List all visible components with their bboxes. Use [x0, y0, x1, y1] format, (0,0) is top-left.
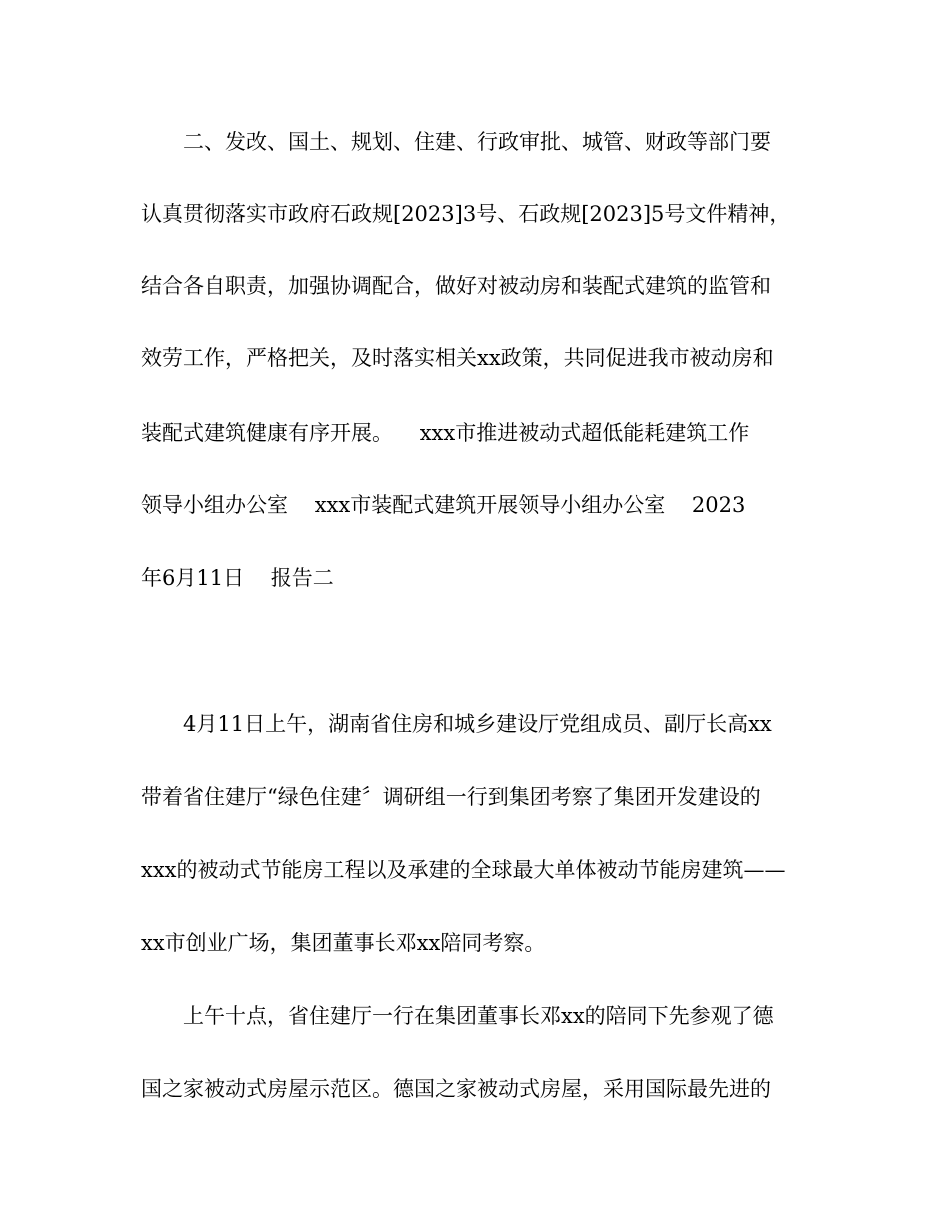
paragraph-2-line-2: 带着省住建厅“绿色住建〞调研组一行到集团考察了集团开发建设的	[141, 785, 761, 809]
paragraph-2-line-4: xx市创业广场，集团董事长邓xx陪同考察。	[141, 931, 546, 955]
paragraph-1-line-1: 二、发改、国土、规划、住建、行政审批、城管、财政等部门要	[183, 130, 771, 154]
paragraph-1-line-2: 认真贯彻落实市政府石政规[2023]3号、石政规[2023]5号文件精神，	[141, 202, 791, 226]
paragraph-1-line-6: 领导小组办公室 xxx市装配式建筑开展领导小组办公室 2023	[141, 493, 746, 517]
paragraph-1-line-5: 装配式建筑健康有序开展。 xxx市推进被动式超低能耗建筑工作	[141, 421, 750, 445]
paragraph-3-line-2: 国之家被动式房屋示范区。德国之家被动式房屋，采用国际最先进的	[141, 1077, 771, 1101]
paragraph-1-line-3: 结合各自职责，加强协调配合，做好对被动房和装配式建筑的监管和	[141, 274, 771, 298]
paragraph-1-line-4: 效劳工作，严格把关，及时落实相关xx政策，共同促进我市被动房和	[141, 346, 774, 370]
paragraph-3-line-1: 上午十点，省住建厅一行在集团董事长邓xx的陪同下先参观了德	[183, 1004, 774, 1028]
paragraph-1-line-7: 年6月11日 报告二	[141, 566, 334, 590]
paragraph-2-line-1: 4月11日上午，湖南省住房和城乡建设厅党组成员、副厅长高xx	[183, 712, 772, 736]
paragraph-2-line-3: xxx的被动式节能房工程以及承建的全球最大单体被动节能房建筑——	[141, 858, 786, 882]
